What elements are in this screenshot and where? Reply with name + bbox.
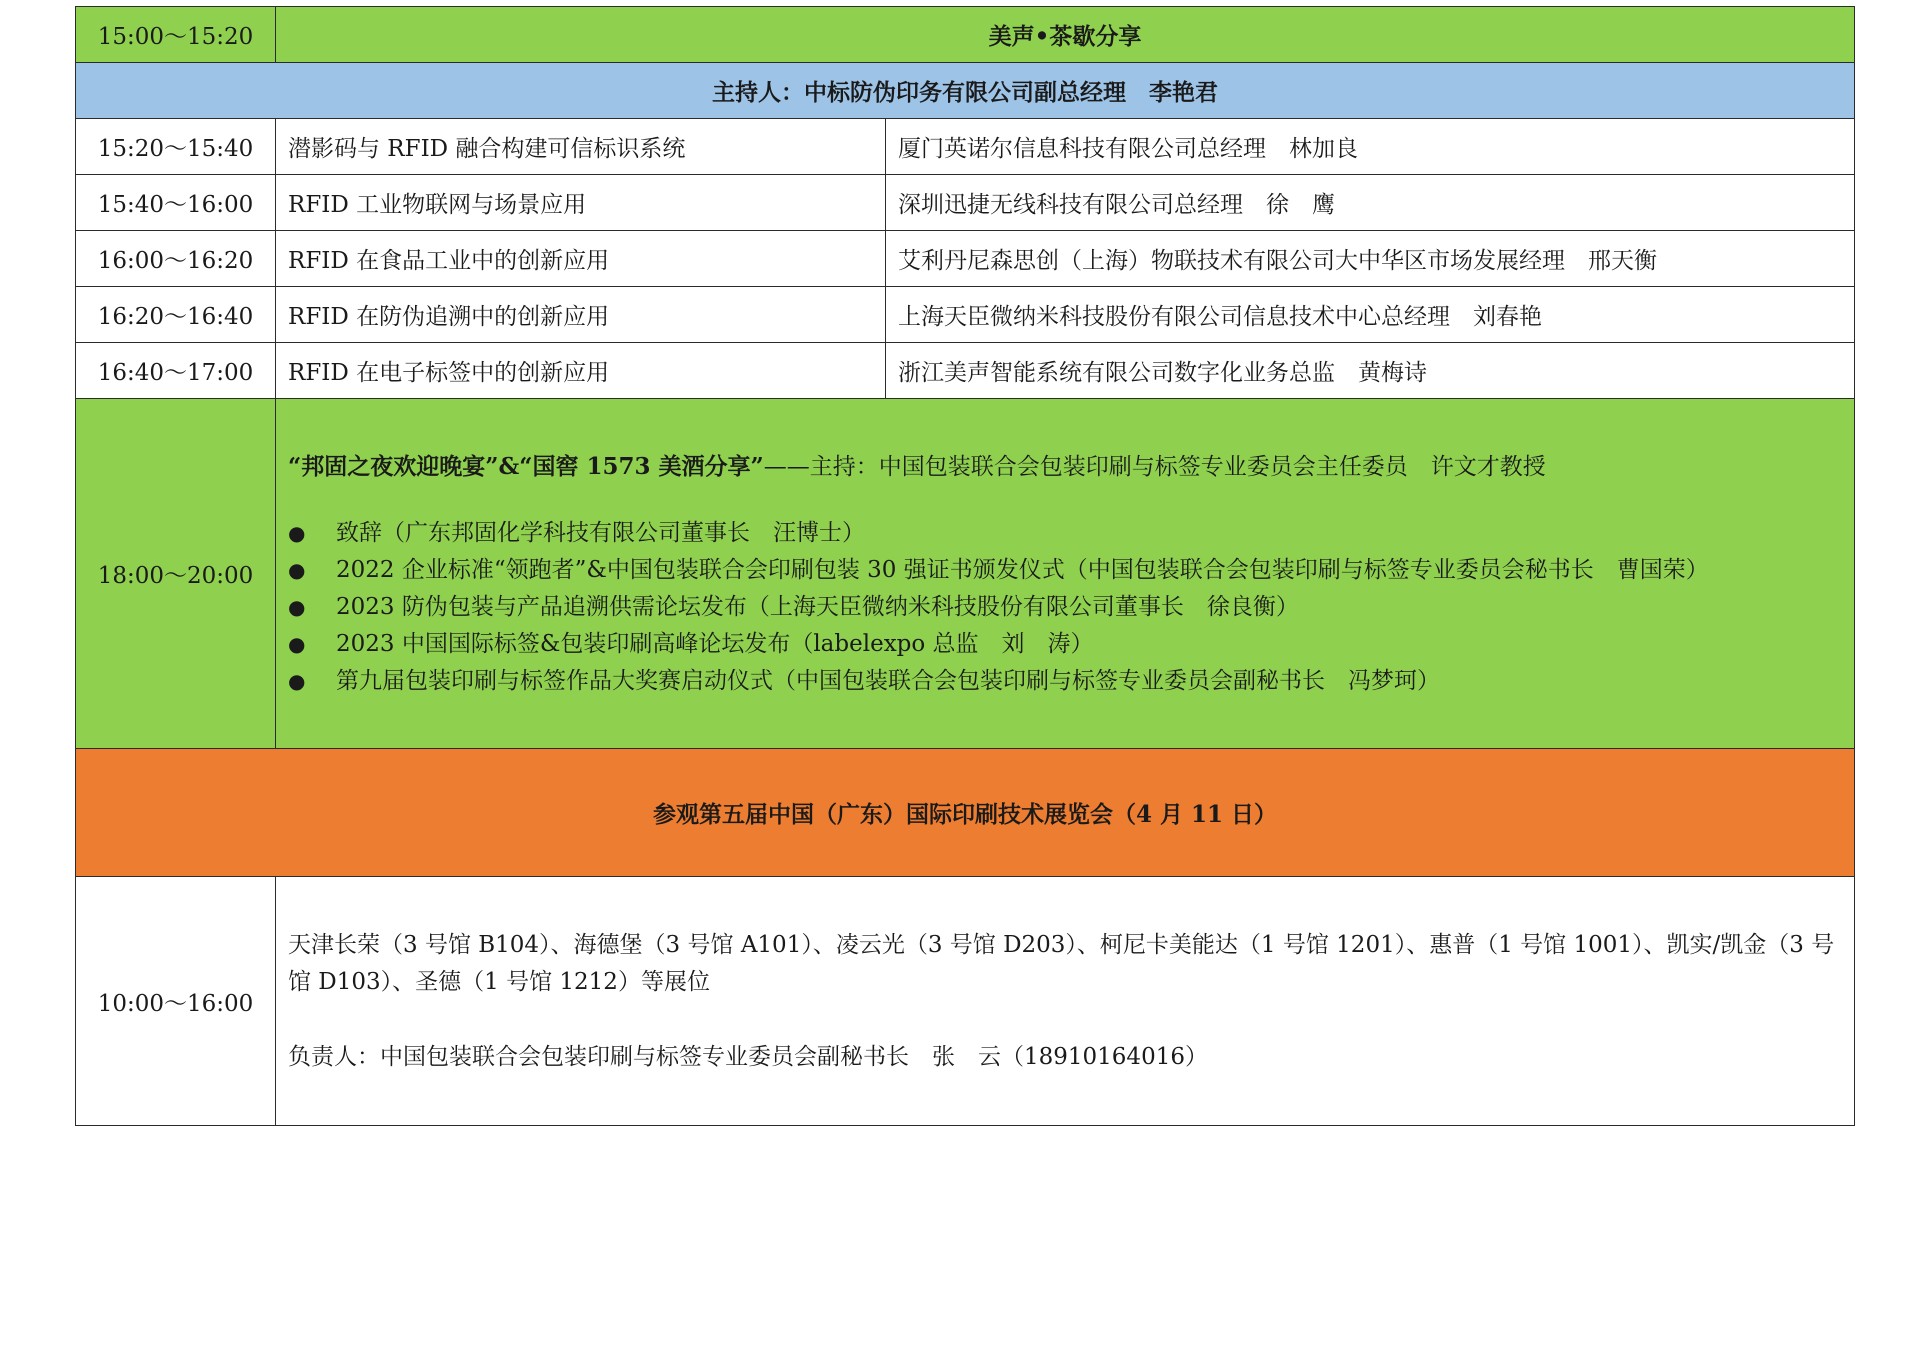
list-item-text: 2022 企业标准“领跑者”&中国包装联合会印刷包装 30 强证书颁发仪式（中国包装联合会包装印刷与标签专业委员会秘书长 曹国荣） — [336, 556, 1709, 583]
topic-cell: RFID 在电子标签中的创新应用 — [276, 343, 886, 399]
topic-cell: RFID 工业物联网与场景应用 — [276, 175, 886, 231]
time-cell: 15:20～15:40 — [76, 119, 276, 175]
topic-cell: RFID 在防伪追溯中的创新应用 — [276, 287, 886, 343]
booth-list: 天津长荣（3 号馆 B104）、海德堡（3 号馆 A101）、凌云光（3 号馆 D203）、柯尼卡美能达（1 号馆 1201）、惠普（1 号馆 1001）、凯实/凯金（3 号馆 D103）、圣德（1 号馆 1212）等展位 — [288, 931, 1835, 995]
time-cell: 10:00～16:00 — [76, 877, 276, 1126]
table-row — [76, 287, 1855, 343]
gala-row — [76, 399, 1855, 749]
list-item — [288, 589, 1842, 626]
list-item — [288, 552, 1842, 589]
topic-cell: RFID 在食品工业中的创新应用 — [276, 231, 886, 287]
list-item — [288, 663, 1842, 700]
list-item-text: 致辞（广东邦固化学科技有限公司董事长 汪博士） — [336, 519, 865, 546]
list-item-text: 第九届包装印刷与标签作品大奖赛启动仪式（中国包装联合会包装印刷与标签专业委员会副秘书长 冯梦珂） — [336, 667, 1440, 694]
bullet-icon: ● — [288, 557, 306, 582]
time-cell: 16:20～16:40 — [76, 287, 276, 343]
list-item-text: 2023 中国国际标签&包装印刷高峰论坛发布（labelexpo 总监 刘 涛） — [336, 630, 1094, 657]
time-cell: 16:00～16:20 — [76, 231, 276, 287]
list-item — [288, 626, 1842, 663]
speaker-cell: 上海天臣微纳米科技股份有限公司信息技术中心总经理 刘春艳 — [886, 287, 1855, 343]
bullet-icon: ● — [288, 594, 306, 619]
host-text: 主持人：中标防伪印务有限公司副总经理 李艳君 — [76, 63, 1855, 119]
table-row — [76, 119, 1855, 175]
exhibition-visit-row — [76, 877, 1855, 1126]
speaker-cell: 厦门英诺尔信息科技有限公司总经理 林加良 — [886, 119, 1855, 175]
host-row — [76, 63, 1855, 119]
agenda-table — [75, 6, 1855, 1126]
table-row — [76, 343, 1855, 399]
gala-program-list — [288, 515, 1842, 700]
gala-title-host: ——主持：中国包装联合会包装印刷与标签专业委员会主任委员 许文才教授 — [763, 453, 1546, 480]
time-cell: 18:00～20:00 — [76, 399, 276, 749]
contact-person: 负责人：中国包装联合会包装印刷与标签专业委员会副秘书长 张 云（18910164016） — [288, 1043, 1208, 1070]
speaker-cell: 艾利丹尼森思创（上海）物联技术有限公司大中华区市场发展经理 邢天衡 — [886, 231, 1855, 287]
time-cell: 15:00～15:20 — [76, 7, 276, 63]
gala-title-bold: “邦固之夜欢迎晚宴”&“国窖 1573 美酒分享” — [288, 452, 764, 480]
bullet-icon: ● — [288, 631, 306, 656]
bullet-icon: ● — [288, 668, 306, 693]
table-row — [76, 231, 1855, 287]
list-item — [288, 515, 1842, 552]
time-cell: 15:40～16:00 — [76, 175, 276, 231]
gala-details — [276, 399, 1855, 749]
visit-details — [276, 877, 1855, 1126]
tea-break-row — [76, 7, 1855, 63]
exhibition-title: 参观第五届中国（广东）国际印刷技术展览会（4 月 11 日） — [76, 749, 1855, 877]
session-title: 美声•茶歇分享 — [276, 7, 1855, 63]
table-row — [76, 175, 1855, 231]
speaker-cell: 深圳迅捷无线科技有限公司总经理 徐 鹰 — [886, 175, 1855, 231]
exhibition-header-row — [76, 749, 1855, 877]
speaker-cell: 浙江美声智能系统有限公司数字化业务总监 黄梅诗 — [886, 343, 1855, 399]
topic-cell: 潜影码与 RFID 融合构建可信标识系统 — [276, 119, 886, 175]
time-cell: 16:40～17:00 — [76, 343, 276, 399]
bullet-icon: ● — [288, 520, 306, 545]
gala-title — [288, 448, 1842, 481]
list-item-text: 2023 防伪包装与产品追溯供需论坛发布（上海天臣微纳米科技股份有限公司董事长 徐良衡） — [336, 593, 1299, 620]
